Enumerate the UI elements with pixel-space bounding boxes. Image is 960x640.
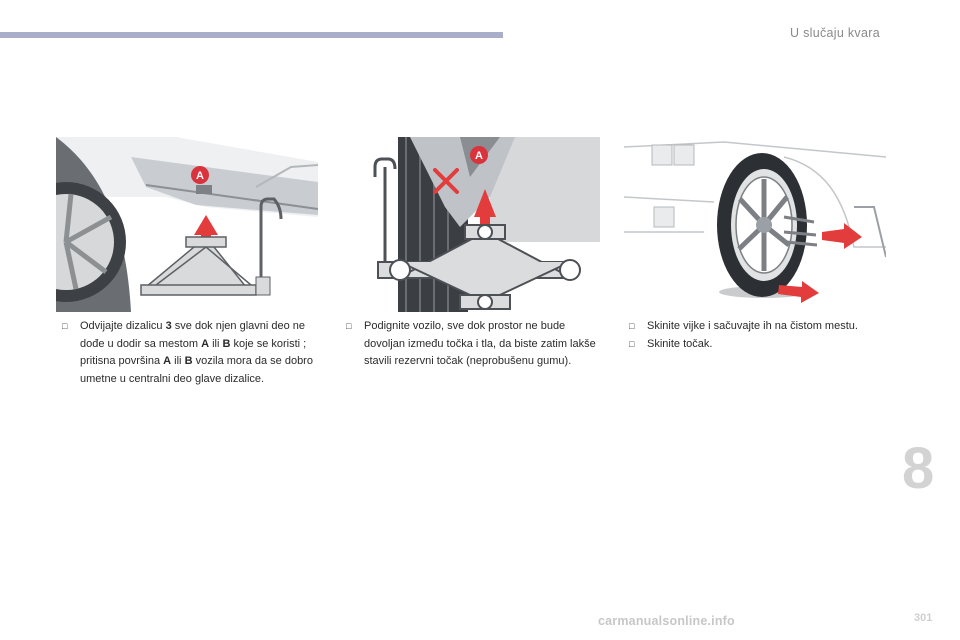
- header-accent-bar: [0, 32, 503, 38]
- section-title: U slučaju kvara: [790, 26, 880, 40]
- step-2-text: [346, 318, 602, 371]
- square-bullet-icon: □: [629, 321, 635, 331]
- list-item: □ Skinite točak.: [629, 336, 894, 354]
- square-bullet-icon: □: [62, 321, 68, 331]
- callout-a-icon: [469, 145, 489, 165]
- jack-placement-illustration: [56, 137, 318, 312]
- step-3-text: [629, 318, 894, 353]
- wheel-removal-illustration: [624, 137, 886, 312]
- jack-lifting-illustration: [340, 137, 600, 312]
- callout-a-icon: [190, 165, 210, 185]
- watermark: carmanualsonline.info: [598, 614, 735, 628]
- svg-text:A: A: [196, 170, 204, 182]
- square-bullet-icon: □: [346, 321, 352, 331]
- chapter-number: 8: [902, 436, 935, 501]
- list-item: □ Podignite vozilo, sve dok prostor ne bude dovoljan između točka i tla, da biste zatim lakše stavili rezervni točak (neprobušenu gumu).: [346, 320, 596, 367]
- list-item: □ Odvijajte dizalicu 3 sve dok njen glavni deo ne dođe u dodir sa mestom A ili B koje se koristi ; pritisna površina A ili B vozila mora da se dobro umetne u centralni deo glave dizalice.: [62, 320, 313, 385]
- square-bullet-icon: □: [629, 338, 635, 349]
- list-item: □ Skinite vijke i sačuvajte ih na čistom mestu.: [629, 318, 894, 336]
- page-number: 301: [914, 612, 933, 624]
- step-1-text: [62, 318, 324, 388]
- svg-text:A: A: [475, 150, 483, 162]
